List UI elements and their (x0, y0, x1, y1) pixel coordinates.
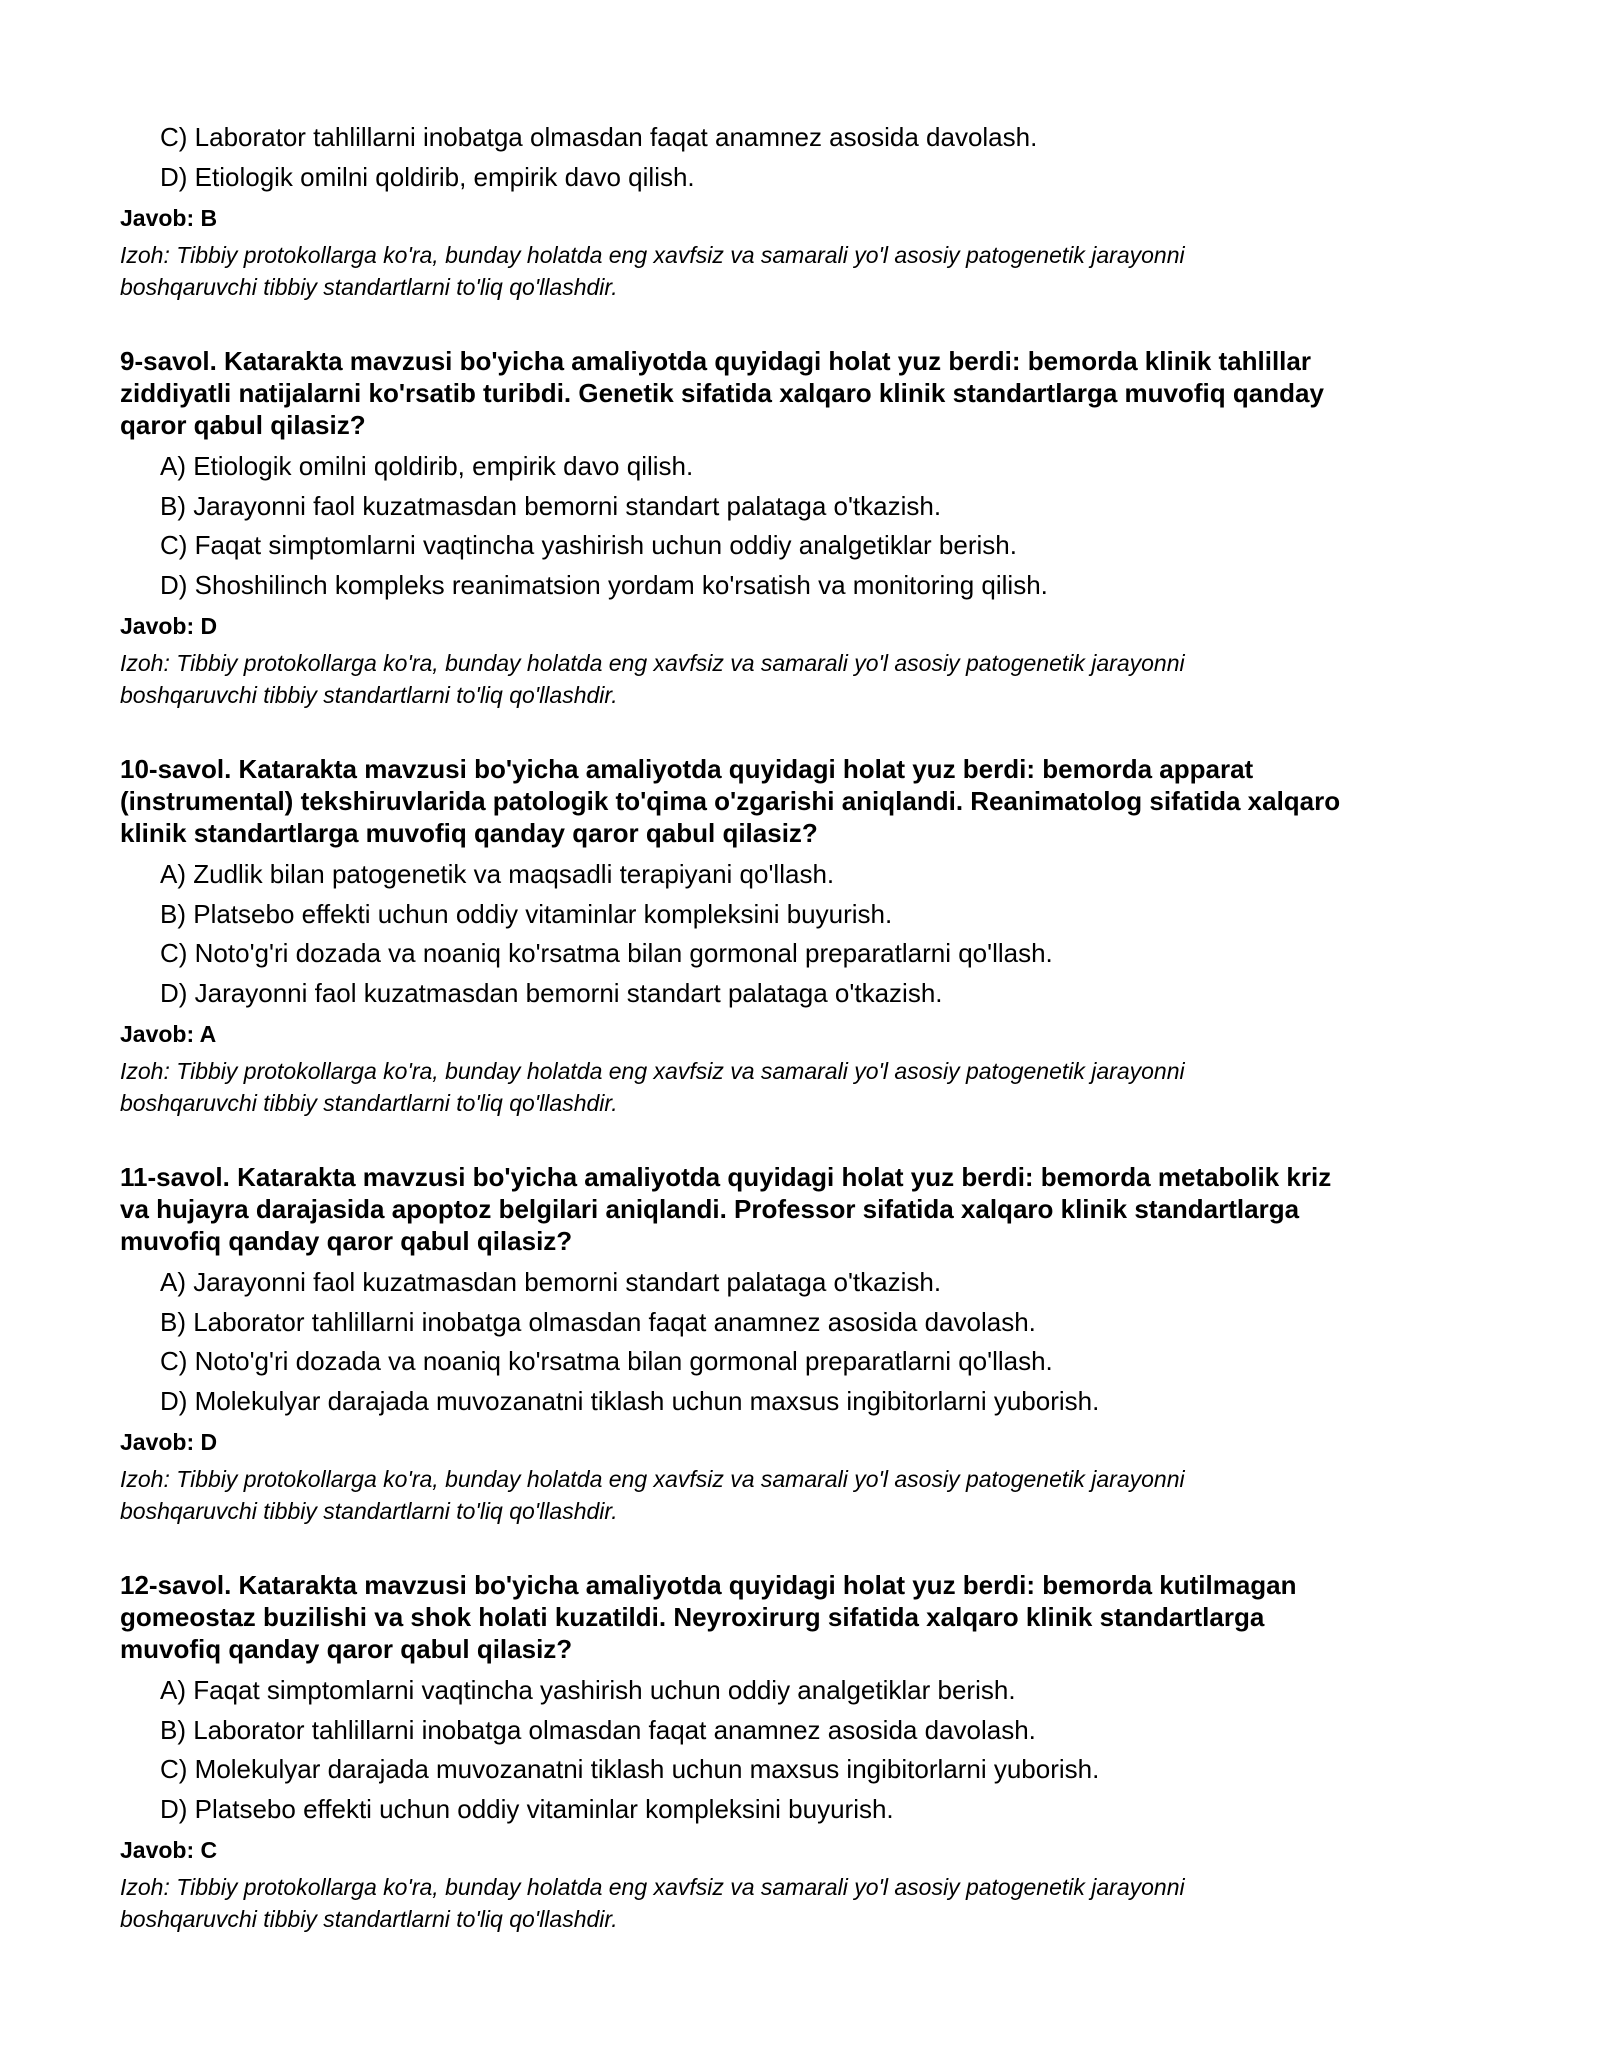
answer-label: Javob: D (120, 613, 218, 639)
answer-label: Javob: B (120, 205, 218, 231)
question-line: 10-savol. Katarakta mavzusi bo'yicha amaliyotda quyidagi holat yuz berdi: bemorda apparat (120, 754, 1254, 784)
question-line: klinik standartlarga muvofiq qanday qaror qabul qilasiz? (120, 818, 818, 848)
option-b: B) Jarayonni faol kuzatmasdan bemorni standart palataga o'tkazish. (160, 490, 942, 521)
explanation-note (120, 239, 1480, 303)
question-block-8-continuation (120, 118, 1480, 303)
option-a: A) Etiologik omilni qoldirib, empirik davo qilish. (160, 451, 694, 481)
question-line: (instrumental) tekshiruvlarida patologik to'qima o'zgarishi aniqlandi. Reanimatolog sifatida xalqaro (120, 786, 1341, 816)
question-line: 12-savol. Katarakta mavzusi bo'yicha amaliyotda quyidagi holat yuz berdi: bemorda kutilmagan (120, 1570, 1297, 1600)
explanation-line: Izoh: Tibbiy protokollarga ko'ra, bunday holatda eng xavfsiz va samarali yo'l asosiy patogenetik jarayonni (120, 650, 1185, 676)
explanation-note (120, 1871, 1480, 1935)
option-b: B) Laborator tahlillarni inobatga olmasdan faqat anamnez asosida davolash. (160, 1714, 1036, 1745)
question-block-9 (120, 345, 1480, 711)
option-d: D) Etiologik omilni qoldirib, empirik davo qilish. (160, 161, 695, 192)
explanation-line: Izoh: Tibbiy protokollarga ko'ra, bunday holatda eng xavfsiz va samarali yo'l asosiy patogenetik jarayonni (120, 242, 1185, 268)
answer-label: Javob: D (120, 1429, 218, 1455)
question-line: muvofiq qanday qaror qabul qilasiz? (120, 1634, 573, 1664)
option-d: D) Molekulyar darajada muvozanatni tiklash uchun maxsus ingibitorlarni yuborish. (160, 1385, 1100, 1416)
question-block-12 (120, 1569, 1480, 1935)
option-b: B) Laborator tahlillarni inobatga olmasdan faqat anamnez asosida davolash. (160, 1306, 1036, 1337)
question-line: qaror qabul qilasiz? (120, 410, 366, 440)
question-line: 9-savol. Katarakta mavzusi bo'yicha amaliyotda quyidagi holat yuz berdi: bemorda klinik tahlillar (120, 346, 1311, 376)
document-page (120, 118, 1480, 1935)
question-line: va hujayra darajasida apoptoz belgilari aniqlandi. Professor sifatida xalqaro klinik standartlarga (120, 1194, 1300, 1224)
question-line: ziddiyatli natijalarni ko'rsatib turibdi. Genetik sifatida xalqaro klinik standartlarga muvofiq qanday (120, 378, 1324, 408)
option-c: C) Molekulyar darajada muvozanatni tiklash uchun maxsus ingibitorlarni yuborish. (160, 1754, 1100, 1784)
question-line: 11-savol. Katarakta mavzusi bo'yicha amaliyotda quyidagi holat yuz berdi: bemorda metabolik kriz (120, 1162, 1332, 1192)
explanation-line: Izoh: Tibbiy protokollarga ko'ra, bunday holatda eng xavfsiz va samarali yo'l asosiy patogenetik jarayonni (120, 1466, 1185, 1492)
question-text (120, 345, 1480, 441)
option-a: A) Faqat simptomlarni vaqtincha yashirish uchun oddiy analgetiklar berish. (160, 1675, 1016, 1705)
option-b: B) Platsebo effekti uchun oddiy vitaminlar kompleksini buyurish. (160, 898, 893, 929)
explanation-line: boshqaruvchi tibbiy standartlarni to'liq qo'llashdir. (120, 1906, 618, 1932)
question-block-10 (120, 753, 1480, 1119)
explanation-line: boshqaruvchi tibbiy standartlarni to'liq qo'llashdir. (120, 1498, 618, 1524)
explanation-line: Izoh: Tibbiy protokollarga ko'ra, bunday holatda eng xavfsiz va samarali yo'l asosiy patogenetik jarayonni (120, 1058, 1185, 1084)
question-block-11 (120, 1161, 1480, 1527)
question-text (120, 1161, 1480, 1257)
explanation-line: Izoh: Tibbiy protokollarga ko'ra, bunday holatda eng xavfsiz va samarali yo'l asosiy patogenetik jarayonni (120, 1874, 1185, 1900)
explanation-line: boshqaruvchi tibbiy standartlarni to'liq qo'llashdir. (120, 682, 618, 708)
option-d: D) Platsebo effekti uchun oddiy vitaminlar kompleksini buyurish. (160, 1793, 894, 1824)
question-text (120, 1569, 1480, 1665)
option-c: C) Noto'g'ri dozada va noaniq ko'rsatma bilan gormonal preparatlarni qo'llash. (160, 938, 1053, 968)
option-c: C) Noto'g'ri dozada va noaniq ko'rsatma bilan gormonal preparatlarni qo'llash. (160, 1346, 1053, 1376)
question-text (120, 753, 1480, 849)
explanation-note (120, 1463, 1480, 1527)
question-line: gomeostaz buzilishi va shok holati kuzatildi. Neyroxirurg sifatida xalqaro klinik standartlarga (120, 1602, 1265, 1632)
option-d: D) Shoshilinch kompleks reanimatsion yordam ko'rsatish va monitoring qilish. (160, 569, 1048, 600)
option-a: A) Zudlik bilan patogenetik va maqsadli terapiyani qo'llash. (160, 859, 835, 889)
explanation-line: boshqaruvchi tibbiy standartlarni to'liq qo'llashdir. (120, 1090, 618, 1116)
option-c: C) Laborator tahlillarni inobatga olmasdan faqat anamnez asosida davolash. (160, 122, 1038, 152)
explanation-note (120, 1055, 1480, 1119)
explanation-line: boshqaruvchi tibbiy standartlarni to'liq qo'llashdir. (120, 274, 618, 300)
answer-label: Javob: A (120, 1021, 217, 1047)
option-d: D) Jarayonni faol kuzatmasdan bemorni standart palataga o'tkazish. (160, 977, 943, 1008)
option-c: C) Faqat simptomlarni vaqtincha yashirish uchun oddiy analgetiklar berish. (160, 530, 1017, 560)
option-a: A) Jarayonni faol kuzatmasdan bemorni standart palataga o'tkazish. (160, 1267, 942, 1297)
explanation-note (120, 647, 1480, 711)
answer-label: Javob: C (120, 1837, 218, 1863)
question-line: muvofiq qanday qaror qabul qilasiz? (120, 1226, 573, 1256)
